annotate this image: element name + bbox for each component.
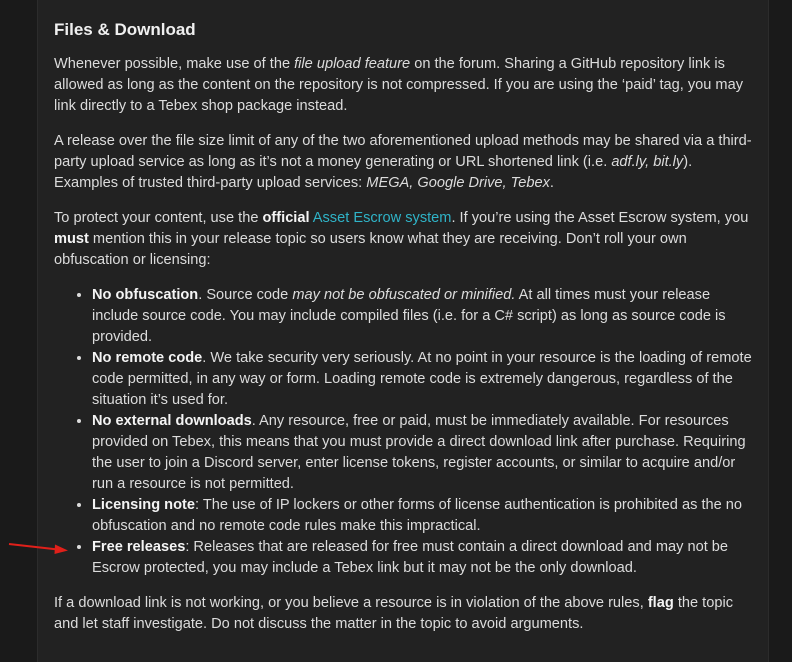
- text: To protect your content, use the: [54, 210, 263, 226]
- text: A release over the file size limit of any of the two aforementioned upload methods may be shared via a third-party upload service as long as it’s not a money generating or URL shortened link (i.e.: [54, 133, 752, 170]
- paragraph-report: [54, 593, 754, 635]
- rule-text: : Releases that are released for free must contain a direct download and may not be Escrow protected, you may include a Tebex link but it may not be the only download.: [92, 539, 729, 576]
- rule-title: No remote code: [92, 350, 203, 366]
- text: on the forum. Sharing a GitHub repository link is allowed as long as the content on the repository is not compressed. If you are using the ‘paid’ tag, you may link directly to a Tebex shop package instead.: [54, 56, 744, 114]
- rule-text: : The use of IP lockers or other forms of license authentication is prohibited as the no obfuscation and no remote code rules make this impractical.: [92, 497, 743, 534]
- paragraph-size-limit: [54, 131, 754, 194]
- bold-text: official: [262, 210, 310, 226]
- list-item: [92, 411, 754, 495]
- text: Whenever possible, make use of the: [54, 56, 295, 72]
- emphasis-text: MEGA, Google Drive, Tebex: [366, 175, 550, 191]
- bold-text: flag: [647, 595, 674, 611]
- list-item: [92, 537, 754, 579]
- text: .: [549, 175, 554, 191]
- rule-title: Licensing note: [92, 497, 195, 513]
- emphasis-text: may not be obfuscated or minified.: [292, 287, 516, 303]
- list-item: [92, 495, 754, 537]
- post-content: [54, 18, 754, 649]
- section-heading: Files & Download: [54, 20, 196, 39]
- text: mention this in your release topic so users know what they are receiving. Don’t roll your own obfuscation or licensing:: [54, 231, 687, 268]
- text: If a download link is not working, or you believe a resource is in violation of the above rules,: [54, 595, 648, 611]
- paragraph-protect: [54, 208, 754, 271]
- rule-title: No external downloads: [92, 413, 252, 429]
- text: . If you’re using the Asset Escrow system, you: [451, 210, 749, 226]
- bold-text: must: [54, 231, 89, 247]
- list-item: [92, 285, 754, 348]
- rules-list: [54, 285, 754, 579]
- text: ). Examples of trusted third-party upload services:: [54, 154, 693, 191]
- text: At all times must your release include source code. You may include compiled files (i.e. for a C# script) as long as source code is provided.: [92, 287, 726, 345]
- asset-escrow-link[interactable]: Asset Escrow system: [312, 210, 452, 226]
- paragraph-upload: [54, 54, 754, 117]
- rule-title: Free releases: [92, 539, 186, 555]
- rule-text: . We take security very seriously. At no point in your resource is the loading of remote code permitted, in any way or form. Loading remote code is extremely dangerous, regardless of the situation it’s used for.: [92, 350, 752, 408]
- emphasis-text: file upload feature: [294, 56, 411, 72]
- text: . Source code: [198, 287, 293, 303]
- rule-text: . Any resource, free or paid, must be immediately available. For resources provided on Tebex, this means that you must provide a direct download link after purchase. Requiring the user to join a Discord server, enter license tokens, register accounts, or similar to acquire and/or run a resource is not permitted.: [92, 413, 746, 492]
- emphasis-text: adf.ly, bit.ly: [611, 154, 684, 170]
- text: the topic and let staff investigate. Do not discuss the matter in the topic to avoid arguments.: [54, 595, 733, 632]
- list-item: [92, 348, 754, 411]
- rule-title: No obfuscation: [92, 287, 199, 303]
